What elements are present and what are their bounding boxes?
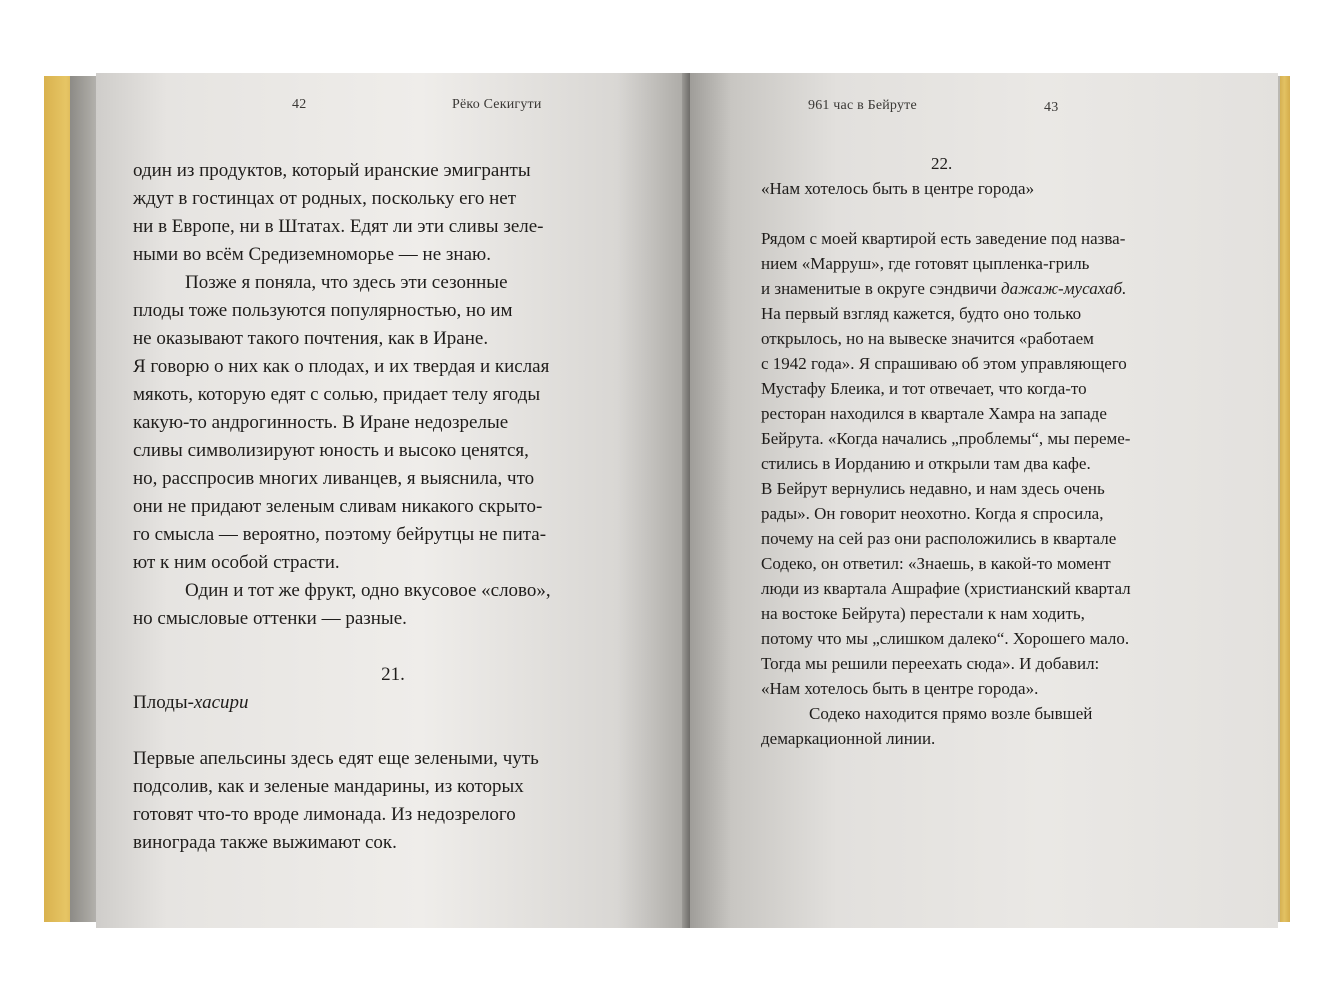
text-line: потому что мы „слишком далеко“. Хорошего мало. [761, 629, 1130, 648]
text-line: готовят что-то вроде лимонада. Из недозрелого [133, 804, 516, 825]
text-line: плоды тоже пользуются популярностью, но им [133, 300, 513, 321]
left-page [96, 73, 688, 928]
text-line: Рядом с моей квартирой есть заведение под назва- [761, 229, 1126, 248]
text-line: сливы символизируют юность и высоко ценятся, [133, 440, 529, 461]
text-line: Позже я поняла, что здесь эти сезонные [185, 272, 508, 293]
text-line [761, 276, 1241, 301]
left-text-block [133, 157, 653, 857]
text-line: подсолив, как и зеленые мандарины, из которых [133, 776, 524, 797]
text-line: ными во всём Средиземноморье — не знаю. [133, 244, 491, 265]
left-paragraph-4 [133, 745, 653, 857]
text-line: стились в Иорданию и открыли там два кафе. [761, 454, 1091, 473]
text-line: Один и тот же фрукт, одно вкусовое «слово», [185, 580, 551, 601]
text-line: демаркационной линии. [761, 729, 936, 748]
text-line: ждут в гостинцах от родных, поскольку его нет [133, 188, 516, 209]
text-line: один из продуктов, который иранские эмигранты [133, 160, 531, 181]
section-title [133, 689, 653, 717]
text-line: почему на сей раз они расположились в квартале [761, 529, 1117, 548]
section-title-text: Плоды- [133, 692, 194, 713]
right-page [690, 73, 1278, 928]
right-paragraph-2 [761, 701, 1241, 751]
text-line: Я говорю о них как о плодах, и их твердая и кислая [133, 356, 550, 377]
text-line: ни в Европе, ни в Штатах. Едят ли эти сливы зеле- [133, 216, 544, 237]
text-line: они не придают зеленым сливам никакого скрыто- [133, 496, 543, 517]
left-paragraph-2 [133, 269, 653, 577]
text-line: Бейрута. «Когда начались „проблемы“, мы переме- [761, 429, 1131, 448]
italic-term: дажаж-мусахаб. [1001, 279, 1127, 298]
text-line: Содеко, он ответил: «Знаешь, в какой-то момент [761, 554, 1111, 573]
left-paragraph-1 [133, 157, 653, 269]
text-line: мякоть, которую едят с солью, придает телу ягоды [133, 384, 541, 405]
text-line: винограда также выжимают сок. [133, 832, 397, 853]
text-line: открылось, но на вывеске значится «работаем [761, 329, 1094, 348]
text-fragment: и знаменитые в округе сэндвичи [761, 279, 1002, 298]
text-line: рады». Он говорит неохотно. Когда я спросила, [761, 504, 1104, 523]
section-title: «Нам хотелось быть в центре города» [761, 179, 1035, 198]
text-line: Мустафу Блеика, и тот отвечает, что когда-то [761, 379, 1087, 398]
text-line: с 1942 года». Я спрашиваю об этом управляющего [761, 354, 1127, 373]
text-line: на востоке Бейрута) перестали к нам ходить, [761, 604, 1085, 623]
text-line: Содеко находится прямо возле бывшей [809, 704, 1093, 723]
right-paragraph-1 [761, 226, 1241, 701]
text-line: но, расспросив многих ливанцев, я выяснила, что [133, 468, 535, 489]
left-paragraph-3 [133, 577, 653, 633]
right-running-head: 961 час в Бейруте [808, 98, 917, 113]
text-line: «Нам хотелось быть в центре города». [761, 679, 1039, 698]
text-line: люди из квартала Ашрафие (христианский квартал [761, 579, 1131, 598]
text-line: Тогда мы решили переехать сюда». И добавил: [761, 654, 1100, 673]
section-number: 22. [931, 154, 953, 173]
text-line: но смысловые оттенки — разные. [133, 608, 407, 629]
section-number: 21. [381, 664, 405, 685]
text-line: нием «Марруш», где готовят цыпленка-гриль [761, 254, 1090, 273]
right-text-block [761, 151, 1241, 751]
right-page-number: 43 [1044, 100, 1059, 115]
section-title-italic: хасири [193, 692, 249, 713]
text-line: В Бейрут вернулись недавно, и нам здесь очень [761, 479, 1105, 498]
text-line: На первый взгляд кажется, будто оно только [761, 304, 1082, 323]
text-line: ресторан находился в квартале Хамра на западе [761, 404, 1107, 423]
text-line: ют к ним особой страсти. [133, 552, 340, 573]
text-line: не оказывают такого почтения, как в Иране. [133, 328, 489, 349]
left-page-number: 42 [292, 97, 307, 112]
left-running-head: Рёко Секигути [452, 97, 542, 112]
text-line: какую-то андрогинность. В Иране недозрелые [133, 412, 509, 433]
text-line: го смысла — вероятно, поэтому бейрутцы не пита- [133, 524, 547, 545]
text-line: Первые апельсины здесь едят еще зелеными, чуть [133, 748, 539, 769]
